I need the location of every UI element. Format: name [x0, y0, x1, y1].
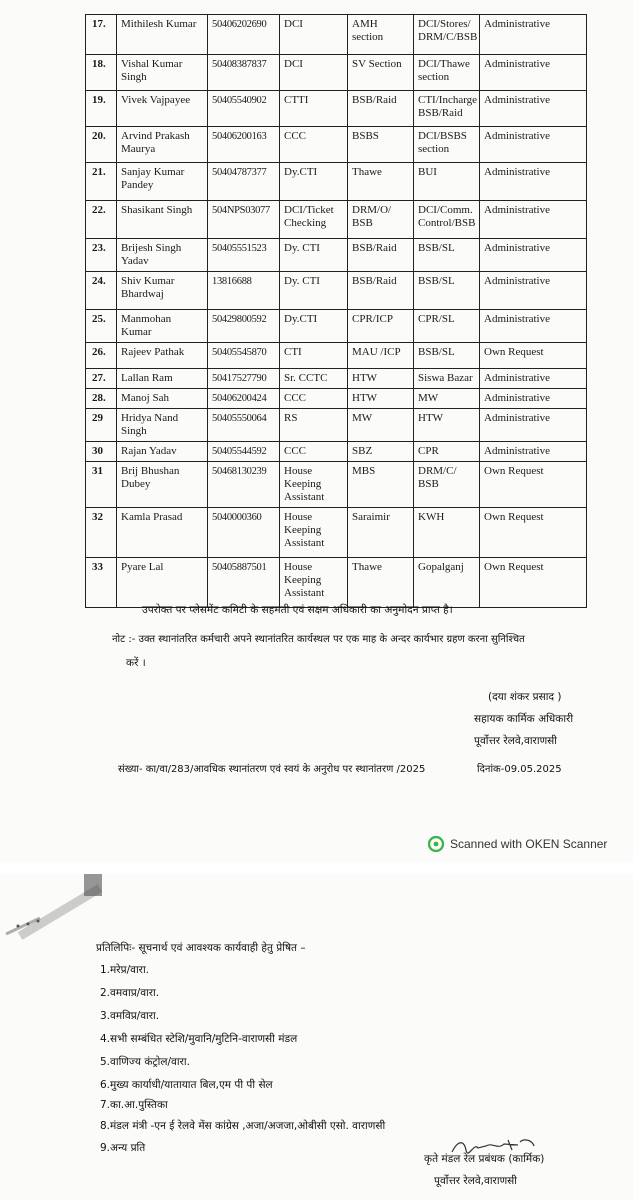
copy-list-item: 7.का.आ.पुस्तिका [100, 1099, 168, 1111]
cell-to: HTW [414, 409, 480, 442]
cell-to: BSB/SL [414, 343, 480, 369]
cell-sn: 31 [86, 462, 117, 508]
cell-pf: 50405887501 [208, 558, 280, 608]
cell-from: MW [348, 409, 414, 442]
cell-sn: 21. [86, 163, 117, 201]
cell-sn: 33 [86, 558, 117, 608]
cell-to: KWH [414, 508, 480, 558]
cell-name: Pyare Lal [117, 558, 208, 608]
table-row [86, 462, 587, 508]
cell-type: Administrative [480, 201, 587, 239]
cell-to: DCI/BSBS section [414, 127, 480, 163]
cell-from: BSB/Raid [348, 272, 414, 310]
cell-sn: 22. [86, 201, 117, 239]
cell-desig: House Keeping Assistant [280, 508, 348, 558]
cell-sn: 32 [86, 508, 117, 558]
cell-from: CPR/ICP [348, 310, 414, 343]
cell-pf: 50405544592 [208, 442, 280, 462]
cell-from: HTW [348, 389, 414, 409]
table-row [86, 201, 587, 239]
scanner-label: Scanned with OKEN Scanner [450, 837, 608, 851]
cell-name: Lallan Ram [117, 369, 208, 389]
cell-from: Thawe [348, 558, 414, 608]
copy-list-item: 1.मरेप्र/वारा. [100, 964, 150, 976]
cell-pf: 50406200163 [208, 127, 280, 163]
page-gap [0, 862, 633, 874]
cell-from: BSB/Raid [348, 239, 414, 272]
cell-pf: 50429800592 [208, 310, 280, 343]
cell-to: BSB/SL [414, 239, 480, 272]
cell-from: BSB/Raid [348, 91, 414, 127]
cell-desig: DCI/Ticket Checking [280, 201, 348, 239]
cell-name: Brijesh Singh Yadav [117, 239, 208, 272]
cell-type: Administrative [480, 272, 587, 310]
cell-type: Administrative [480, 127, 587, 163]
cell-name: Shiv Kumar Bhardwaj [117, 272, 208, 310]
table-row [86, 127, 587, 163]
cell-desig: CTTI [280, 91, 348, 127]
cell-to: BSB/SL [414, 272, 480, 310]
cell-name: Rajeev Pathak [117, 343, 208, 369]
copy-list-item: 5.वाणिज्य कंट्रोल/वारा. [100, 1056, 190, 1068]
cell-from: MAU /ICP [348, 343, 414, 369]
cell-type: Own Request [480, 462, 587, 508]
oken-scanner-icon [428, 836, 444, 852]
cell-desig: House Keeping Assistant [280, 462, 348, 508]
signatory-office: पूर्वोत्तर रेलवे,वाराणसी [474, 735, 557, 747]
copy-list-item: 6.मुख्य कार्याधी/यातायात बिल,एम पी पी सेल [100, 1079, 273, 1091]
cell-to: CTI/Incharge BSB/Raid [414, 91, 480, 127]
table-row [86, 15, 587, 55]
cell-from: AMH section [348, 15, 414, 55]
cell-pf: 50405540902 [208, 91, 280, 127]
cell-type: Administrative [480, 369, 587, 389]
cell-sn: 26. [86, 343, 117, 369]
cell-from: SV Section [348, 55, 414, 91]
cell-to: DRM/C/ BSB [414, 462, 480, 508]
cell-desig: CCC [280, 127, 348, 163]
cell-desig: CTI [280, 343, 348, 369]
cell-name: Sanjay Kumar Pandey [117, 163, 208, 201]
cell-name: Arvind Prakash Maurya [117, 127, 208, 163]
cell-type: Administrative [480, 91, 587, 127]
cell-name: Shasikant Singh [117, 201, 208, 239]
cell-type: Administrative [480, 15, 587, 55]
cell-to: MW [414, 389, 480, 409]
cell-pf: 504NPS03077 [208, 201, 280, 239]
cell-sn: 19. [86, 91, 117, 127]
cell-to: Gopalganj [414, 558, 480, 608]
cell-sn: 28. [86, 389, 117, 409]
cell-from: Saraimir [348, 508, 414, 558]
cell-type: Own Request [480, 558, 587, 608]
cell-desig: CCC [280, 442, 348, 462]
cell-from: DRM/O/ BSB [348, 201, 414, 239]
copy-list-item: 8.मंडल मंत्री -एन ई रेलवे मेंस कांग्रेस ,अजा/अजजा,ओबीसी एसो. वाराणसी [100, 1120, 386, 1132]
transfer-table [85, 14, 587, 608]
table-row [86, 239, 587, 272]
cell-sn: 17. [86, 15, 117, 55]
cell-type: Administrative [480, 442, 587, 462]
cell-from: SBZ [348, 442, 414, 462]
copy-heading: प्रतिलिपिः- सूचनार्थ एवं आवश्यक कार्यवाही हेतु प्रेषित – [96, 942, 306, 954]
cell-pf: 50404787377 [208, 163, 280, 201]
cell-name: Vishal Kumar Singh [117, 55, 208, 91]
cell-name: Brij Bhushan Dubey [117, 462, 208, 508]
cell-type: Own Request [480, 508, 587, 558]
table-row [86, 389, 587, 409]
cell-sn: 27. [86, 369, 117, 389]
cell-type: Administrative [480, 163, 587, 201]
cell-desig: Dy.CTI [280, 310, 348, 343]
cell-name: Vivek Vajpayee [117, 91, 208, 127]
cell-type: Own Request [480, 343, 587, 369]
cell-name: Mithilesh Kumar [117, 15, 208, 55]
cell-sn: 24. [86, 272, 117, 310]
copy-list-item: 2.वमवाप्र/वारा. [100, 987, 160, 999]
cell-from: HTW [348, 369, 414, 389]
copy-list-item: 4.सभी सम्बंधित स्टेशि/मुवानि/मुटिनि-वाराणसी मंडल [100, 1033, 298, 1045]
cell-to: CPR/SL [414, 310, 480, 343]
table-row [86, 91, 587, 127]
table-row [86, 508, 587, 558]
cell-from: MBS [348, 462, 414, 508]
cell-sn: 25. [86, 310, 117, 343]
copy-sign-line-1: कृते मंडल रेल प्रबंधक (कार्मिक) [424, 1153, 545, 1165]
cell-name: Manmohan Kumar [117, 310, 208, 343]
cell-sn: 20. [86, 127, 117, 163]
cell-pf: 50417527790 [208, 369, 280, 389]
table-row [86, 163, 587, 201]
cell-pf: 50408387837 [208, 55, 280, 91]
cell-name: Kamla Prasad [117, 508, 208, 558]
reference-number: संख्या- का/वा/283/आवधिक स्थानांतरण एवं स्वयं के अनुरोध पर स्थानांतरण /2025 [118, 764, 426, 775]
cell-name: Manoj Sah [117, 389, 208, 409]
cell-desig: Dy. CTI [280, 239, 348, 272]
signatory-name: (दया शंकर प्रसाद ) [488, 691, 562, 703]
cell-name: Rajan Yadav [117, 442, 208, 462]
table-row [86, 369, 587, 389]
copy-list-item: 9.अन्य प्रति [100, 1142, 146, 1154]
cell-pf: 13816688 [208, 272, 280, 310]
cell-pf: 50405550064 [208, 409, 280, 442]
note-line-1: नोट :- उक्त स्थानांतरित कर्मचारी अपने स्थानांतरित कार्यस्थल पर एक माह के अन्दर कार्यभार ग्रहण करना सुनिश्चित [112, 634, 525, 645]
cell-to: CPR [414, 442, 480, 462]
copy-sign-line-2: पूर्वोत्तर रेलवे,वाराणसी [434, 1175, 517, 1187]
cell-to: DCI/Comm. Control/BSB [414, 201, 480, 239]
cell-sn: 30 [86, 442, 117, 462]
table-row [86, 272, 587, 310]
cell-desig: DCI [280, 55, 348, 91]
cell-pf: 50405545870 [208, 343, 280, 369]
cell-type: Administrative [480, 310, 587, 343]
cell-to: BUI [414, 163, 480, 201]
cell-pf: 50405551523 [208, 239, 280, 272]
cell-sn: 23. [86, 239, 117, 272]
cell-from: BSBS [348, 127, 414, 163]
approval-note: उपरोक्त पर प्लेसमेंट कमिटी के सहमती एवं सक्षम अधिकारी का अनुमोदन प्राप्त है। [142, 604, 453, 616]
cell-pf: 50406202690 [208, 15, 280, 55]
table-row [86, 442, 587, 462]
cell-pf: 5040000360 [208, 508, 280, 558]
cell-desig: Dy. CTI [280, 272, 348, 310]
cell-sn: 29 [86, 409, 117, 442]
cell-pf: 50406200424 [208, 389, 280, 409]
cell-desig: Dy.CTI [280, 163, 348, 201]
scanner-watermark [428, 836, 607, 852]
signatory-designation: सहायक कार्मिक अधिकारी [474, 713, 574, 725]
note-line-2: करें । [126, 657, 146, 669]
cell-desig: House Keeping Assistant [280, 558, 348, 608]
cell-name: Hridya Nand Singh [117, 409, 208, 442]
cell-sn: 18. [86, 55, 117, 91]
office-stamp-mark [0, 874, 110, 944]
cell-type: Administrative [480, 409, 587, 442]
table-row [86, 310, 587, 343]
cell-type: Administrative [480, 55, 587, 91]
cell-desig: Sr. CCTC [280, 369, 348, 389]
cell-pf: 50468130239 [208, 462, 280, 508]
copy-list-item: 3.वमविप्र/वारा. [100, 1010, 160, 1022]
table-row [86, 343, 587, 369]
cell-type: Administrative [480, 389, 587, 409]
cell-to: Siswa Bazar [414, 369, 480, 389]
cell-desig: RS [280, 409, 348, 442]
cell-from: Thawe [348, 163, 414, 201]
reference-date: दिनांक-09.05.2025 [477, 764, 562, 775]
cell-to: DCI/Stores/ DRM/C/BSB [414, 15, 480, 55]
table-row [86, 409, 587, 442]
cell-to: DCI/Thawe section [414, 55, 480, 91]
cell-type: Administrative [480, 239, 587, 272]
cell-desig: DCI [280, 15, 348, 55]
table-row [86, 55, 587, 91]
cell-desig: CCC [280, 389, 348, 409]
table-row [86, 558, 587, 608]
